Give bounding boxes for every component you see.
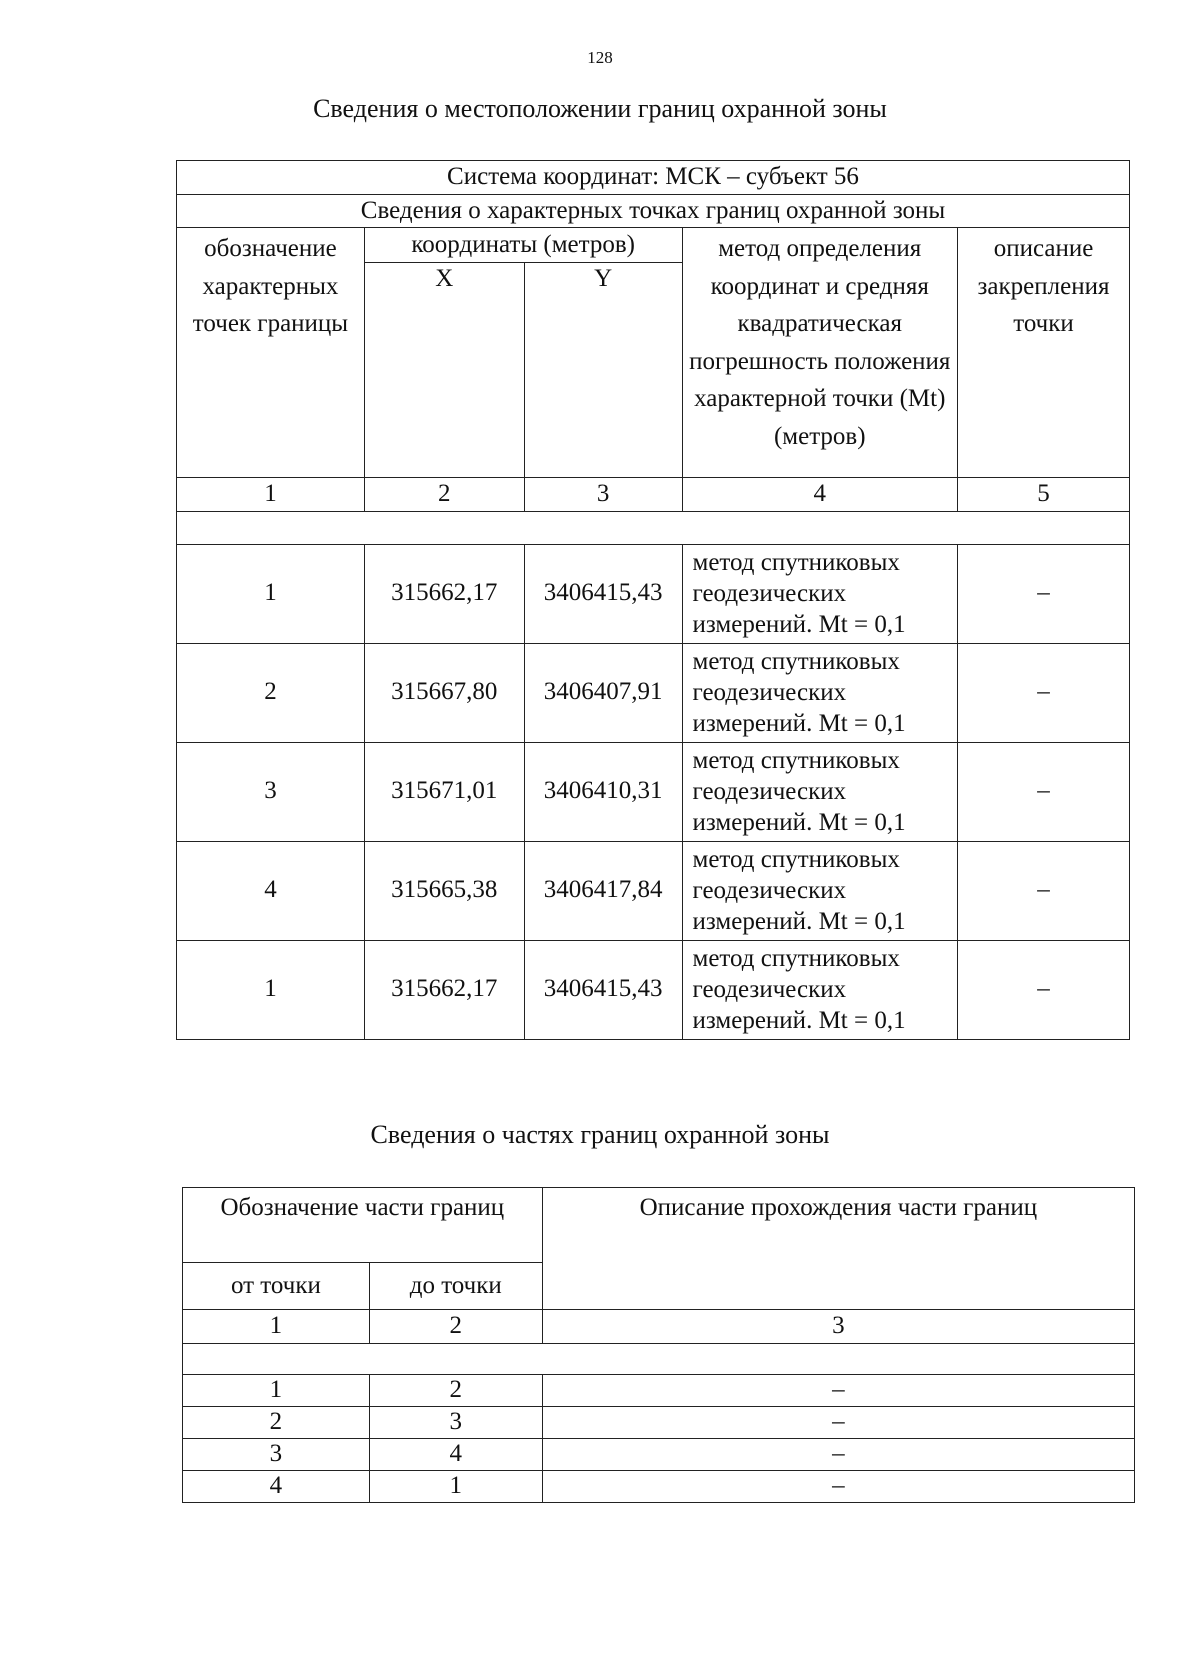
header-method-text: метод определения координат и средняя квадратическая погрешность положения характерной точки (Mt) (метров): [689, 235, 951, 450]
header-x: X: [364, 263, 524, 478]
boundary-points-table: [176, 160, 1130, 1040]
point-description: –: [958, 841, 1130, 940]
table-row: [183, 1406, 1135, 1438]
point-id: 2: [177, 643, 365, 742]
column-number: 3: [542, 1310, 1134, 1344]
column-number: 5: [958, 478, 1130, 512]
header-description-text: описание закрепления точки: [977, 235, 1110, 337]
point-x: 315667,80: [364, 643, 524, 742]
header-designation-text: обозначение характерных точек границы: [192, 235, 349, 337]
table-row: [183, 1470, 1135, 1502]
empty-separator-row: [183, 1343, 1135, 1374]
table-row: [177, 643, 1130, 742]
part-to: 4: [369, 1438, 542, 1470]
point-method: метод спутниковых геодезических измерений. Mt = 0,1: [682, 544, 957, 643]
point-method: метод спутниковых геодезических измерений. Mt = 0,1: [682, 643, 957, 742]
part-to: 2: [369, 1374, 542, 1406]
point-y: 3406415,43: [524, 940, 682, 1039]
point-method: метод спутниковых геодезических измерений. Mt = 0,1: [682, 940, 957, 1039]
part-from: 4: [183, 1470, 370, 1502]
point-description: –: [958, 544, 1130, 643]
table-row: [177, 742, 1130, 841]
point-x: 315665,38: [364, 841, 524, 940]
point-y: 3406410,31: [524, 742, 682, 841]
point-y: 3406407,91: [524, 643, 682, 742]
header-to-point: до точки: [369, 1263, 542, 1310]
point-id: 1: [177, 544, 365, 643]
part-description: –: [542, 1470, 1134, 1502]
point-y: 3406417,84: [524, 841, 682, 940]
table-row: [177, 544, 1130, 643]
header-part-description: Описание прохождения части границ: [542, 1188, 1134, 1310]
boundary-parts-table: [182, 1187, 1135, 1503]
header-designation: [177, 228, 365, 478]
point-x: 315662,17: [364, 940, 524, 1039]
point-x: 315671,01: [364, 742, 524, 841]
part-from: 2: [183, 1406, 370, 1438]
header-coordinates: координаты (метров): [364, 228, 682, 263]
column-number: 4: [682, 478, 957, 512]
point-id: 4: [177, 841, 365, 940]
header-description: [958, 228, 1130, 478]
table-row: [183, 1374, 1135, 1406]
point-id: 3: [177, 742, 365, 841]
main-heading: Сведения о местоположении границ охранной зоны: [313, 94, 887, 123]
header-from-point: от точки: [183, 1263, 370, 1310]
table-row: [177, 841, 1130, 940]
empty-separator-row: [177, 511, 1130, 544]
column-number: 1: [177, 478, 365, 512]
point-y: 3406415,43: [524, 544, 682, 643]
column-number: 2: [364, 478, 524, 512]
points-table-subtitle: Сведения о характерных точках границ охранной зоны: [177, 194, 1130, 228]
point-description: –: [958, 643, 1130, 742]
table-row: [183, 1438, 1135, 1470]
table-row: [177, 940, 1130, 1039]
point-description: –: [958, 742, 1130, 841]
point-method: метод спутниковых геодезических измерений. Mt = 0,1: [682, 841, 957, 940]
part-from: 1: [183, 1374, 370, 1406]
header-y: Y: [524, 263, 682, 478]
parts-heading: Сведения о частях границ охранной зоны: [370, 1120, 830, 1149]
part-to: 1: [369, 1470, 542, 1502]
page-number: 128: [587, 48, 613, 67]
column-number: 2: [369, 1310, 542, 1344]
header-part-designation: Обозначение части границ: [183, 1188, 543, 1263]
part-from: 3: [183, 1438, 370, 1470]
point-description: –: [958, 940, 1130, 1039]
header-method: [682, 228, 957, 478]
point-x: 315662,17: [364, 544, 524, 643]
column-number: 3: [524, 478, 682, 512]
point-id: 1: [177, 940, 365, 1039]
part-description: –: [542, 1374, 1134, 1406]
coord-system-title: Система координат: МСК – субъект 56: [177, 161, 1130, 195]
part-description: –: [542, 1438, 1134, 1470]
column-number: 1: [183, 1310, 370, 1344]
point-method: метод спутниковых геодезических измерений. Mt = 0,1: [682, 742, 957, 841]
part-description: –: [542, 1406, 1134, 1438]
part-to: 3: [369, 1406, 542, 1438]
